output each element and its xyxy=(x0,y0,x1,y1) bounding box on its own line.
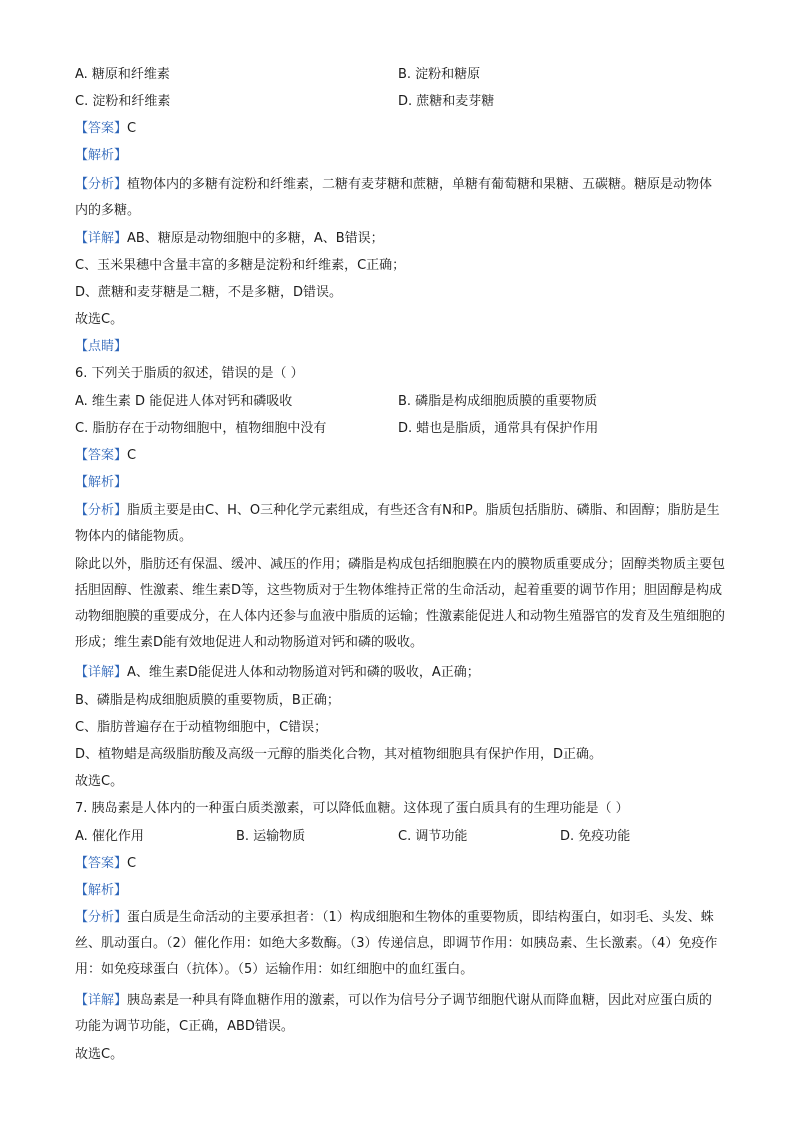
q5-option-a: A. 糖原和纤维素 xyxy=(75,67,170,82)
q6-xiangjie-1 xyxy=(75,660,725,686)
q6-fenxi xyxy=(75,498,725,550)
xiangjie-tag: 【详解】 xyxy=(75,993,128,1008)
q7-answer xyxy=(75,851,725,877)
fenxi-tag: 【分析】 xyxy=(75,910,128,925)
xiangjie-text: AB、糖原是动物细胞中的多糖，A、B错误； xyxy=(127,231,384,246)
q5-conclusion: 故选C。 xyxy=(75,312,124,327)
analysis-tag: 【解析】 xyxy=(75,475,128,490)
q7-option-a: A. 催化作用 xyxy=(75,829,144,844)
analysis-tag: 【解析】 xyxy=(75,883,128,898)
q7-analysis-tag xyxy=(75,878,725,904)
q5-fenxi xyxy=(75,172,725,224)
q6-fenxi-2: 除此以外，脂肪还有保温、缓冲、减压的作用；磷脂是构成包括细胞膜在内的膜物质重要成分；固醇类物质主要包括胆固醇、性激素、维生素D等，这些物质对于生物体维持正常的生命活动，起着重要的调节作用；胆固醇是构成动物细胞膜的重要成分，在人体内还参与血液中脂质的运输；性激素能促进人和动物生殖器官的发育及生殖细胞的形成；维生素D能有效地促进人和动物肠道对钙和磷的吸收。 xyxy=(75,557,726,650)
answer-value: C xyxy=(127,448,137,463)
q6-option-a: A. 维生素 D 能促进人体对钙和磷吸收 xyxy=(75,394,293,409)
q5-answer xyxy=(75,116,725,142)
q6-xiangjie-3: C、脂肪普遍存在于动植物细胞中，C错误； xyxy=(75,720,328,735)
q6-stem: 6. 下列关于脂质的叙述，错误的是（ ） xyxy=(75,366,304,381)
q5-option-d: D. 蔗糖和麦芽糖 xyxy=(398,94,495,109)
q6-xiangjie-2: B、磷脂是构成细胞质膜的重要物质，B正确； xyxy=(75,693,340,708)
fenxi-text: 蛋白质是生命活动的主要承担者：（1）构成细胞和生物体的重要物质，即结构蛋白，如羽毛、头发、蛛丝、肌动蛋白。（2）催化作用：如绝大多数酶。（3）传递信息，即调节作用：如胰岛素、生长激素。（4）免疫作用：如免疫球蛋白（抗体）。（5）运输作用：如红细胞中的血红蛋白。 xyxy=(75,910,718,977)
q7-fenxi xyxy=(75,905,725,983)
q6-option-d: D. 蜡也是脂质，通常具有保护作用 xyxy=(398,421,599,436)
fenxi-text: 植物体内的多糖有淀粉和纤维素，二糖有麦芽糖和蔗糖，单糖有葡萄糖和果糖、五碳糖。糖原是动物体内的多糖。 xyxy=(75,177,713,218)
q5-xiangjie-1 xyxy=(75,226,725,252)
q7-conclusion: 故选C。 xyxy=(75,1047,124,1062)
q6-option-b: B. 磷脂是构成细胞质膜的重要物质 xyxy=(398,394,598,409)
answer-value: C xyxy=(127,856,137,871)
analysis-tag: 【解析】 xyxy=(75,148,128,163)
q7-option-b: B. 运输物质 xyxy=(236,829,306,844)
answer-tag: 【答案】 xyxy=(75,121,128,136)
q5-option-c: C. 淀粉和纤维素 xyxy=(75,94,171,109)
answer-tag: 【答案】 xyxy=(75,448,128,463)
xiangjie-text: 胰岛素是一种具有降血糖作用的激素，可以作为信号分子调节细胞代谢从而降血糖，因此对应蛋白质的功能为调节功能，C正确，ABD错误。 xyxy=(75,993,713,1034)
fenxi-text: 脂质主要是由C、H、O三种化学元素组成，有些还含有N和P。脂质包括脂肪、磷脂、和固醇；脂肪是生物体内的储能物质。 xyxy=(75,503,720,544)
q7-xiangjie xyxy=(75,988,725,1040)
q6-xiangjie-4: D、植物蜡是高级脂肪酸及高级一元醇的脂类化合物，其对植物细胞具有保护作用，D正确。 xyxy=(75,747,603,762)
answer-value: C xyxy=(127,121,137,136)
answer-tag: 【答案】 xyxy=(75,856,128,871)
xiangjie-text: A、维生素D能促进人体和动物肠道对钙和磷的吸收，A正确； xyxy=(127,665,480,680)
q7-stem: 7. 胰岛素是人体内的一种蛋白质类激素，可以降低血糖。这体现了蛋白质具有的生理功能是（ ） xyxy=(75,801,629,816)
q7-option-c: C. 调节功能 xyxy=(398,829,468,844)
q7-option-d: D. 免疫功能 xyxy=(560,829,631,844)
xiangjie-tag: 【详解】 xyxy=(75,231,128,246)
q6-conclusion: 故选C。 xyxy=(75,774,124,789)
q5-xiangjie-3: D、蔗糖和麦芽糖是二糖，不是多糖，D错误。 xyxy=(75,285,343,300)
dianjing-tag: 【点睛】 xyxy=(75,339,128,354)
fenxi-tag: 【分析】 xyxy=(75,177,128,192)
q6-answer xyxy=(75,443,725,469)
q5-xiangjie-2: C、玉米果穗中含量丰富的多糖是淀粉和纤维素，C正确； xyxy=(75,258,406,273)
fenxi-tag: 【分析】 xyxy=(75,503,128,518)
q6-analysis-tag xyxy=(75,470,725,496)
q5-option-b: B. 淀粉和糖原 xyxy=(398,67,481,82)
q5-analysis-tag xyxy=(75,143,725,169)
xiangjie-tag: 【详解】 xyxy=(75,665,128,680)
q5-dianjing xyxy=(75,334,725,360)
q6-option-c: C. 脂肪存在于动物细胞中，植物细胞中没有 xyxy=(75,421,327,436)
